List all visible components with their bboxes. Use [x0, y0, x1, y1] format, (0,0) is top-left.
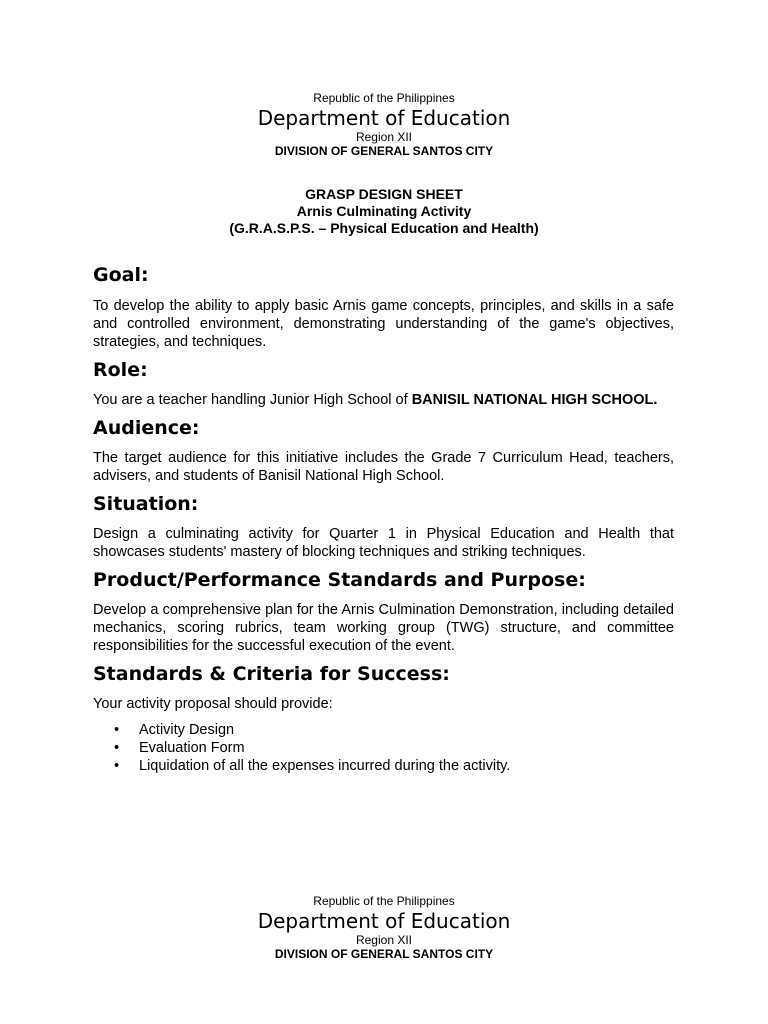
- division-label: DIVISION OF GENERAL SANTOS CITY: [274, 947, 494, 961]
- republic-label: Republic of the Philippines: [313, 894, 455, 908]
- section-product: [93, 567, 674, 655]
- list-item-text: Activity Design: [139, 722, 235, 738]
- region-label: Region XII: [355, 130, 413, 144]
- situation-heading: Situation:: [93, 493, 199, 515]
- list-item: [93, 757, 674, 775]
- goal-body: To develop the ability to apply basic Arnis game concepts, principles, and skills in a safe and controlled environment, demonstrating understanding of the game's objectives, strategies, and techniques.: [93, 298, 674, 350]
- title-line-3: (G.R.A.S.P.S. – Physical Education and Health): [229, 220, 539, 236]
- department-name: Department of Education: [257, 909, 511, 933]
- standards-heading: Standards & Criteria for Success:: [93, 663, 450, 685]
- situation-body: Design a culminating activity for Quarter 1 in Physical Education and Health that showcases students' mastery of blocking techniques and striking techniques.: [93, 526, 674, 560]
- list-item-text: Evaluation Form: [139, 740, 245, 756]
- bullet-icon: •: [114, 740, 120, 756]
- criteria-list: [93, 721, 674, 775]
- list-item: [93, 739, 674, 757]
- title-line-1: GRASP DESIGN SHEET: [305, 186, 463, 202]
- section-role: [93, 357, 674, 409]
- section-situation: [93, 491, 674, 561]
- bullet-icon: •: [114, 758, 120, 774]
- section-goal: [93, 262, 674, 351]
- department-name: Department of Education: [257, 106, 511, 130]
- audience-heading: Audience:: [93, 417, 200, 439]
- bullet-icon: •: [114, 722, 120, 738]
- role-body: [93, 391, 674, 409]
- goal-heading: Goal:: [93, 264, 149, 286]
- list-item-text: Liquidation of all the expenses incurred during the activity.: [139, 758, 511, 774]
- letterhead-bottom: [0, 894, 768, 961]
- role-heading: Role:: [93, 359, 148, 381]
- section-audience: [93, 415, 674, 485]
- region-label: Region XII: [355, 933, 413, 947]
- letterhead-top: [0, 91, 768, 158]
- section-standards: [93, 661, 674, 775]
- division-label: DIVISION OF GENERAL SANTOS CITY: [274, 144, 494, 158]
- audience-body: The target audience for this initiative includes the Grade 7 Curriculum Head, teachers, advisers, and students of Banisil National High School.: [93, 450, 674, 484]
- title-line-2: Arnis Culminating Activity: [296, 203, 472, 219]
- document-title: [0, 186, 768, 237]
- school-name: BANISIL NATIONAL HIGH SCHOOL.: [411, 392, 658, 408]
- standards-intro: Your activity proposal should provide:: [93, 696, 333, 712]
- product-heading: Product/Performance Standards and Purpose:: [93, 569, 586, 591]
- republic-label: Republic of the Philippines: [313, 91, 455, 105]
- grasp-content: [93, 262, 674, 781]
- list-item: [93, 721, 674, 739]
- product-body: Develop a comprehensive plan for the Arnis Culmination Demonstration, including detailed mechanics, scoring rubrics, team working group (TWG) structure, and committee responsibilities for the successful execution of the event.: [93, 602, 674, 654]
- role-body-text: You are a teacher handling Junior High School of: [93, 392, 412, 408]
